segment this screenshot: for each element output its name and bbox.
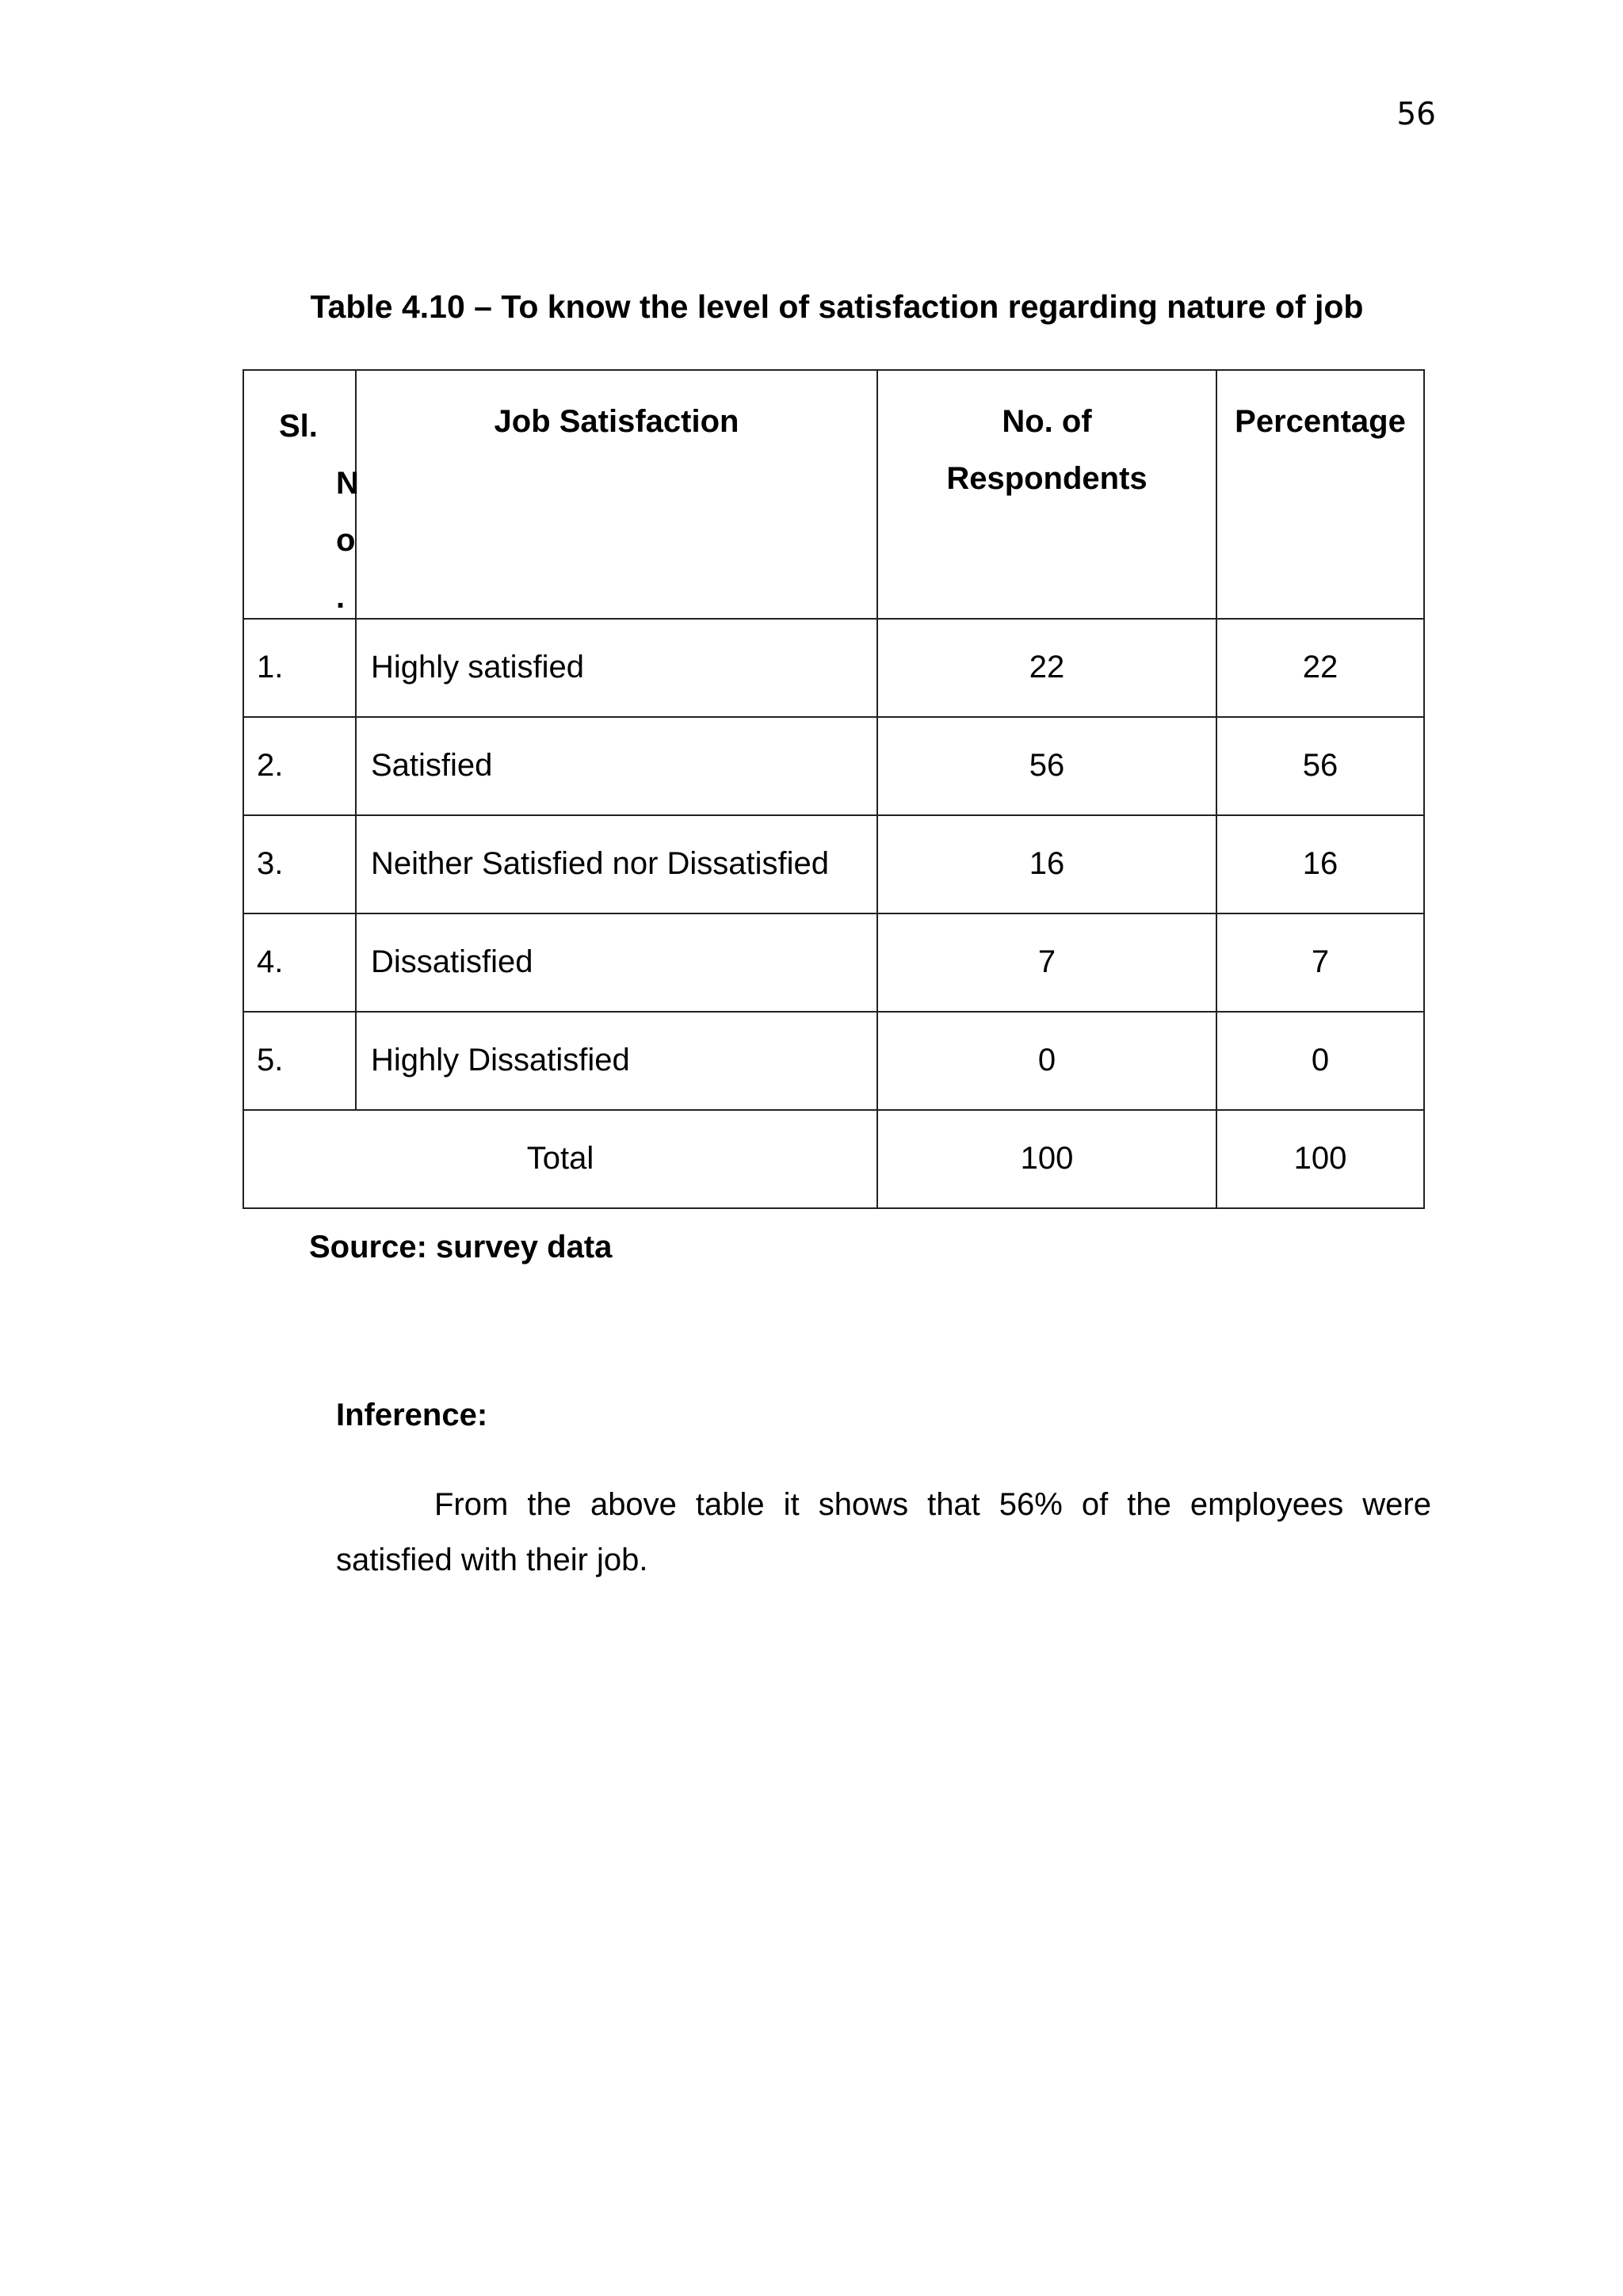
- header-job-satisfaction: Job Satisfaction: [494, 404, 739, 439]
- source-note: Source: survey data: [309, 1230, 613, 1264]
- row-respondents: 7: [1037, 944, 1056, 979]
- row-percentage: 7: [1311, 944, 1330, 979]
- header-respondents-line1: No. of: [1002, 404, 1092, 439]
- row-percentage: 56: [1302, 748, 1338, 783]
- header-respondents-line2: Respondents: [946, 461, 1148, 496]
- row-respondents: 22: [1029, 650, 1065, 685]
- row-percentage: 22: [1302, 650, 1338, 685]
- header-sl-first: Sl.: [279, 409, 318, 444]
- row-respondents: 16: [1029, 846, 1065, 881]
- row-respondents: 56: [1029, 748, 1065, 783]
- row-divider: [242, 1109, 1425, 1111]
- page-number: 56: [1396, 97, 1436, 132]
- row-divider: [242, 1011, 1425, 1013]
- total-respondents: 100: [1020, 1141, 1074, 1176]
- row-sl: 5.: [257, 1043, 284, 1077]
- column-divider-respondents: [1216, 369, 1217, 1209]
- table-border-bottom: [242, 1207, 1425, 1209]
- table-border-top: [242, 369, 1425, 371]
- row-percentage: 0: [1311, 1043, 1330, 1077]
- header-sl-char: .: [336, 580, 346, 615]
- data-table: [242, 369, 1425, 1209]
- total-percentage: 100: [1293, 1141, 1347, 1176]
- row-sl: 4.: [257, 944, 284, 979]
- row-label: Dissatisfied: [371, 944, 533, 979]
- row-sl: 1.: [257, 650, 284, 685]
- row-percentage: 16: [1302, 846, 1338, 881]
- row-label: Highly satisfied: [371, 650, 585, 685]
- total-label: Total: [526, 1141, 594, 1176]
- row-label: Highly Dissatisfied: [371, 1043, 630, 1077]
- row-sl: 2.: [257, 748, 284, 783]
- table-title: Table 4.10 – To know the level of satisfaction regarding nature of job: [310, 288, 1364, 325]
- header-sl-no: [242, 398, 359, 626]
- header-row-divider: [242, 618, 1425, 620]
- row-label: Satisfied: [371, 748, 493, 783]
- row-respondents: 0: [1037, 1043, 1056, 1077]
- header-sl-char: o: [336, 523, 356, 558]
- row-sl: 3.: [257, 846, 284, 881]
- table-border-right: [1423, 369, 1425, 1209]
- row-divider: [242, 913, 1425, 914]
- row-divider: [242, 716, 1425, 718]
- header-sl-char: N: [336, 466, 359, 501]
- row-divider: [242, 814, 1425, 816]
- inference-text: From the above table it shows that 56% of the employees were satisfied with their job.: [336, 1487, 1431, 1577]
- header-percentage: Percentage: [1235, 404, 1406, 439]
- row-label: Neither Satisfied nor Dissatisfied: [371, 846, 830, 881]
- inference-heading: Inference:: [336, 1398, 488, 1432]
